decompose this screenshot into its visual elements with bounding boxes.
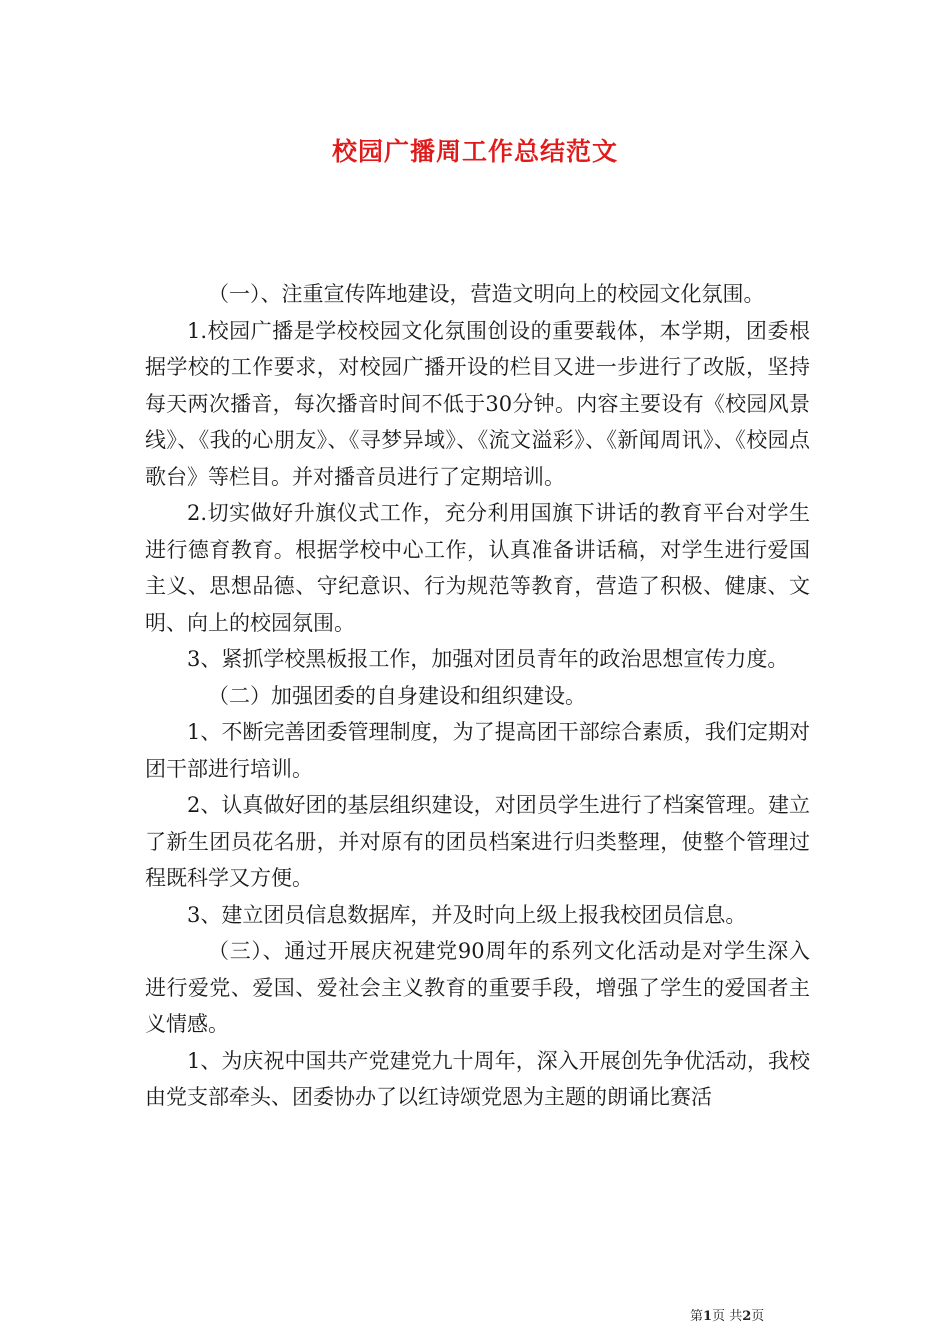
section-heading-2: （二）加强团委的自身建设和组织建设。	[208, 683, 586, 708]
section-heading-3: （三）、通过开展庆祝建党90周年的系列文化活动是对学生深入进行爱党、爱国、爱社会主义教育的重要手段，增强了学生的爱国者主义情感。	[145, 939, 810, 1036]
document-body	[145, 276, 810, 1116]
current-page-number: 1	[703, 1309, 713, 1324]
section-heading-1: （一）、注重宣传阵地建设，营造文明向上的校园文化氛围。	[208, 282, 765, 306]
paragraph: 1、为庆祝中国共产党建党九十周年，深入开展创先争优活动，我校由党支部牵头、团委协办了以红诗颂党恩为主题的朗诵比赛活	[145, 1048, 810, 1109]
paragraph: 3、建立团员信息数据库，并及时向上级上报我校团员信息。	[187, 902, 747, 927]
page-number-footer	[690, 1305, 764, 1324]
paragraph: 2、认真做好团的基层组织建设，对团员学生进行了档案管理。建立了新生团员花名册，并对原有的团员档案进行归类整理，使整个管理过程既科学又方便。	[145, 793, 810, 890]
paragraph: 3、紧抓学校黑板报工作，加强对团员青年的政治思想宣传力度。	[187, 647, 789, 671]
paragraph: 1、不断完善团委管理制度，为了提高团干部综合素质，我们定期对团干部进行培训。	[145, 720, 810, 781]
total-page-count: 2	[742, 1309, 752, 1324]
footer-middle: 页 共	[712, 1309, 743, 1324]
paragraph: 1.校园广播是学校校园文化氛围创设的重要载体，本学期，团委根据学校的工作要求，对校园广播开设的栏目又进一步进行了改版，坚持每天两次播音，每次播音时间不低于30分钟。内容主要设有《校园风景线》、《我的心朋友》、《寻梦异域》、《流文溢彩》、《新闻周讯》、《校园点歌台》等栏目。并对播音员进行了定期培训。	[145, 318, 810, 489]
footer-prefix: 第	[690, 1309, 704, 1324]
paragraph: 2.切实做好升旗仪式工作，充分利用国旗下讲话的教育平台对学生进行德育教育。根据学校中心工作，认真准备讲话稿，对学生进行爱国主义、思想品德、守纪意识、行为规范等教育，营造了积极、健康、文明、向上的校园氛围。	[145, 501, 810, 635]
footer-suffix: 页	[751, 1309, 765, 1324]
document-title: 校园广播周工作总结范文	[331, 137, 618, 166]
